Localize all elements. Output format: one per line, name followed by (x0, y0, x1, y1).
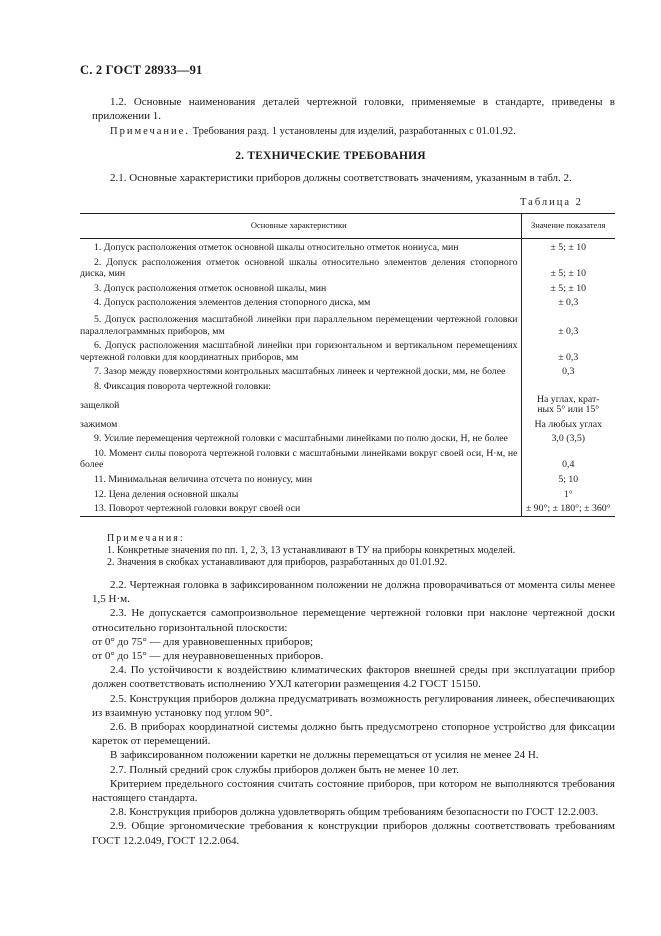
characteristic-label: 12. Цена деления основной шкалы (94, 488, 239, 500)
body-paragraph: 2.6. В приборах координатной системы должно быть предусмотрено стопорное устройство для фиксации кареток от перемещений. (92, 721, 615, 748)
table-caption: Таблица 2 (520, 197, 583, 208)
section-title: 2. ТЕХНИЧЕСКИЕ ТРЕБОВАНИЯ (235, 150, 426, 162)
table-notes (107, 533, 515, 569)
notes-label: Примечания: (107, 533, 185, 544)
characteristic-label: защелкой (80, 399, 120, 411)
table-row (80, 487, 615, 502)
characteristic-value: 0,4 (521, 446, 615, 472)
characteristic-value: ± 5; ± 10 (521, 281, 615, 296)
characteristic-label: 3. Допуск расположения отметок основной шкалы, мин (94, 282, 327, 294)
characteristic-label: 5. Допуск расположения масштабной линейки при параллельном перемещении чертежной головки параллелограммных приборов, мм (80, 313, 518, 337)
body-paragraph: 2.9. Общие эргономические требования к конструкции приборов должны соответствовать требованиям ГОСТ 12.2.049, ГОСТ 12.2.064. (92, 820, 615, 847)
characteristic-label: 11. Минимальная величина отсчета по нониусу, мин (94, 473, 313, 485)
table-row (80, 379, 615, 394)
body-paragraph: Критерием предельного состояния считать состояние приборов, при котором не выполняются требования настоящего стандарта. (92, 777, 615, 805)
characteristic-label: 10. Момент силы поворота чертежной головки с масштабными линейками вокруг своей оси, Н·м, не более (80, 447, 518, 471)
characteristic-value: ± 0,3 (521, 310, 615, 338)
table-row (80, 239, 615, 255)
table-row (80, 295, 615, 310)
note-label: Примечание. (110, 126, 190, 137)
body-paragraph: 2.7. Полный средний срок службы приборов должен быть не менее 10 лет. (110, 763, 459, 776)
characteristics-table (80, 213, 615, 517)
characteristic-value: На любых углах (521, 417, 615, 432)
table-row (80, 446, 615, 472)
body-paragraph: от 0° до 75° — для уравновешенных приборов; (92, 635, 314, 648)
characteristic-value: 1° (521, 487, 615, 502)
characteristic-label: 1. Допуск расположения отметок основной шкалы относительно отметок нониуса, мин (94, 242, 459, 253)
column-header-characteristics: Основные характеристики (80, 214, 521, 239)
characteristic-value: 0,3 (521, 364, 615, 379)
characteristic-label: 6. Допуск расположения масштабной линейки при горизонтальном и вертикальном перемещениях чертежной головки для координатных приборов, мм (80, 340, 518, 363)
characteristic-label: 9. Усилие перемещения чертежной головки с масштабными линейками по полю доски, Н, не более (94, 433, 508, 445)
characteristic-value: 5; 10 (521, 472, 615, 487)
characteristic-value: На углах, крат- ных 5° или 15° (521, 394, 615, 417)
column-header-value: Значение показателя (521, 214, 615, 239)
table-row (80, 394, 615, 417)
characteristic-label: 7. Зазор между поверхностями контрольных масштабных линеек и чертежной доски, мм, не более (94, 366, 506, 378)
characteristic-value: ± 0,3 (521, 338, 615, 364)
body-paragraph: 2.5. Конструкция приборов должна предусматривать возможность регулирования линеек, обеспечивающих из взаимную установку под углом 90°. (92, 692, 615, 719)
body-paragraph: В зафиксированном положении каретки не должны перемещаться от усилия не менее 24 Н. (110, 749, 539, 762)
note-text: Требования разд. 1 установлены для изделий, разработанных с 01.01.92. (192, 126, 516, 137)
characteristic-label: 4. Допуск расположения элементов деления стопорного диска, мм (94, 297, 371, 309)
characteristic-label: 13. Поворот чертежной головки вокруг своей оси (80, 501, 521, 516)
table-row (80, 281, 615, 296)
paragraph-2-1: 2.1. Основные характеристики приборов должны соответствовать значениям, указанным в табл. 2. (110, 172, 572, 184)
table-row (80, 417, 615, 432)
characteristic-value (521, 379, 615, 394)
body-paragraph: 2.8. Конструкция приборов должна удовлетворять общим требованиям безопасности по ГОСТ 12.2.003. (110, 806, 599, 819)
characteristic-label: зажимом (80, 418, 118, 430)
body-paragraph: 2.2. Чертежная головка в зафиксированном положении не должна проворачиваться от момента силы менее 1,5 Н·м. (92, 579, 615, 606)
note (92, 125, 615, 139)
characteristic-value: ± 5; ± 10 (521, 239, 615, 255)
table-row (80, 338, 615, 364)
characteristic-value: ± 0,3 (521, 295, 615, 310)
characteristic-value: 3,0 (3,5) (521, 431, 615, 446)
characteristic-label: 8. Фиксация поворота чертежной головки: (94, 380, 271, 392)
body-paragraphs (92, 578, 615, 848)
body-paragraph: 2.3. Не допускается самопроизвольное перемещение чертежной головки при наклоне чертежной доски относительно горизонтальной плоскости: (92, 607, 615, 634)
table-row (80, 472, 615, 487)
table-row (80, 364, 615, 379)
characteristic-value: ± 90°; ± 180°; ± 360° (521, 501, 615, 516)
table-row (80, 255, 615, 281)
page-header: С. 2 ГОСТ 28933—91 (80, 63, 203, 77)
table-row (80, 431, 615, 446)
table-row (80, 310, 615, 338)
table-row (80, 501, 615, 516)
body-paragraph: от 0° до 15° — для неуравновешенных приборов. (92, 650, 324, 663)
note-item: 2. Значения в скобках устанавливают для приборов, разработанных до 01.01.92. (107, 557, 448, 568)
characteristic-value: ± 5; ± 10 (521, 255, 615, 281)
note-item: 1. Конкретные значения по пп. 1, 2, 3, 13 устанавливают в ТУ на приборы конкретных моделей. (107, 545, 516, 556)
table-header-row (80, 214, 615, 239)
body-paragraph: 2.4. По устойчивости к воздействию климатических факторов внешней среды при эксплуатации прибор должен соответствовать исполнению УХЛ категории размещения 4.2 ГОСТ 15150. (92, 664, 615, 691)
paragraph-1-2: 1.2. Основные наименования деталей чертежной головки, применяемые в стандарте, приведены в приложении 1. (92, 96, 615, 123)
characteristic-label: 2. Допуск расположения отметок основной шкалы относительно элементов деления стопорного диска, мин (80, 256, 518, 280)
